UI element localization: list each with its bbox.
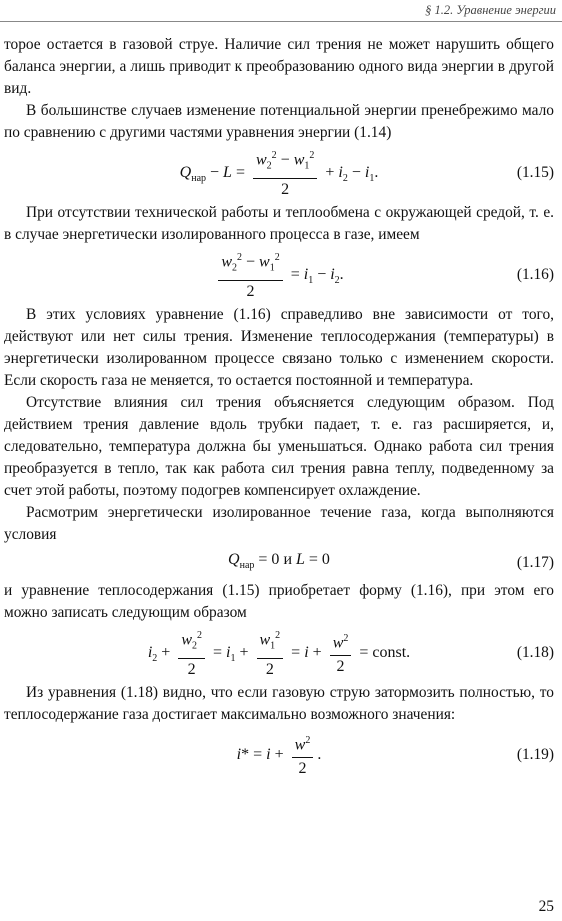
paragraph-5: Отсутствие влияния сил трения объясняется следующим образом. Под действием трения давление вдоль трубки падает, т. е. газ расширяется, и, следовательно, температура должна бы уменьшаться. Однако работа сил трения преобразуется в тепло, так как работа сил трения равна теплу, подведенному за счет этой работы, поэтому подогрев компенсирует охлаждение. — [4, 394, 554, 499]
page-number: 25 — [538, 898, 554, 915]
page-body — [4, 34, 554, 784]
header-section-title: § 1.2. Уравнение энергии — [425, 3, 556, 17]
paragraph-7: и уравнение теплосодержания (1.15) приобретает форму (1.16), при этом его можно записать следующим образом — [4, 582, 554, 621]
conjunction: и — [283, 550, 292, 568]
paragraph-2: В большинстве случаев изменение потенциальной энергии пренебрежимо мало по сравнению с другими частями уравнения энергии (1.14) — [4, 102, 554, 141]
equation-1-15: $Q_{нар} - L$ = $\frac{w_2^2 - w_1^2}{2}$ + $i_2 - i_1$. (1.15) — [4, 144, 554, 202]
paragraph-8: Из уравнения (1.18) видно, что если газовую струю затормозить полностью, то теплосодержание газа достигает максимально возможного значения: — [4, 684, 554, 723]
equation-1-16: $\frac{w_2^2 - w_1^2}{2}$ = $i_1 - i_2$. (1.16) — [4, 246, 554, 304]
equation-1-18: $i_2$ + $\frac{w_2^2}{2}$ = $i_1$ + $\frac{w_1^2}{2}$ = i + $\frac{w^2}{2}$ = const. (1.18) — [4, 624, 554, 682]
paragraph-6: Расмотрим энергетически изолированное течение газа, когда выполняются условия — [4, 504, 554, 543]
const-label: const — [372, 643, 407, 661]
equation-number: (1.16) — [516, 266, 554, 283]
equation-number: (1.18) — [516, 644, 554, 661]
paragraph-4: В этих условиях уравнение (1.16) справедливо вне зависимости от того, действуют или нет силы трения. Изменение теплосодержания (температуры) в энергетически изолированном процессе связано только с изменением скорости. Если скорость газа не меняется, то остается постоянной и температура. — [4, 306, 554, 389]
equation-number: (1.15) — [516, 164, 554, 181]
header-rule — [0, 21, 562, 22]
equation-number: (1.17) — [516, 554, 554, 571]
equation-1-19: i* = i + $\frac{w^2}{2}$ . (1.19) — [4, 726, 554, 784]
paragraph-3: При отсутствии технической работы и теплообмена с окружающей средой, т. е. в случае энергетически изолированного процесса в газе, имеем — [4, 204, 554, 243]
equation-1-17: $Q_{нар} = 0$ и L = 0 (1.17) — [4, 546, 554, 580]
equation-number: (1.19) — [516, 746, 554, 763]
running-header — [0, 0, 562, 22]
paragraph-1: торое остается в газовой струе. Наличие сил трения не может нарушить общего баланса энергии, а лишь приводит к преобразованию одного вида энергии в другой вид. — [4, 36, 554, 97]
